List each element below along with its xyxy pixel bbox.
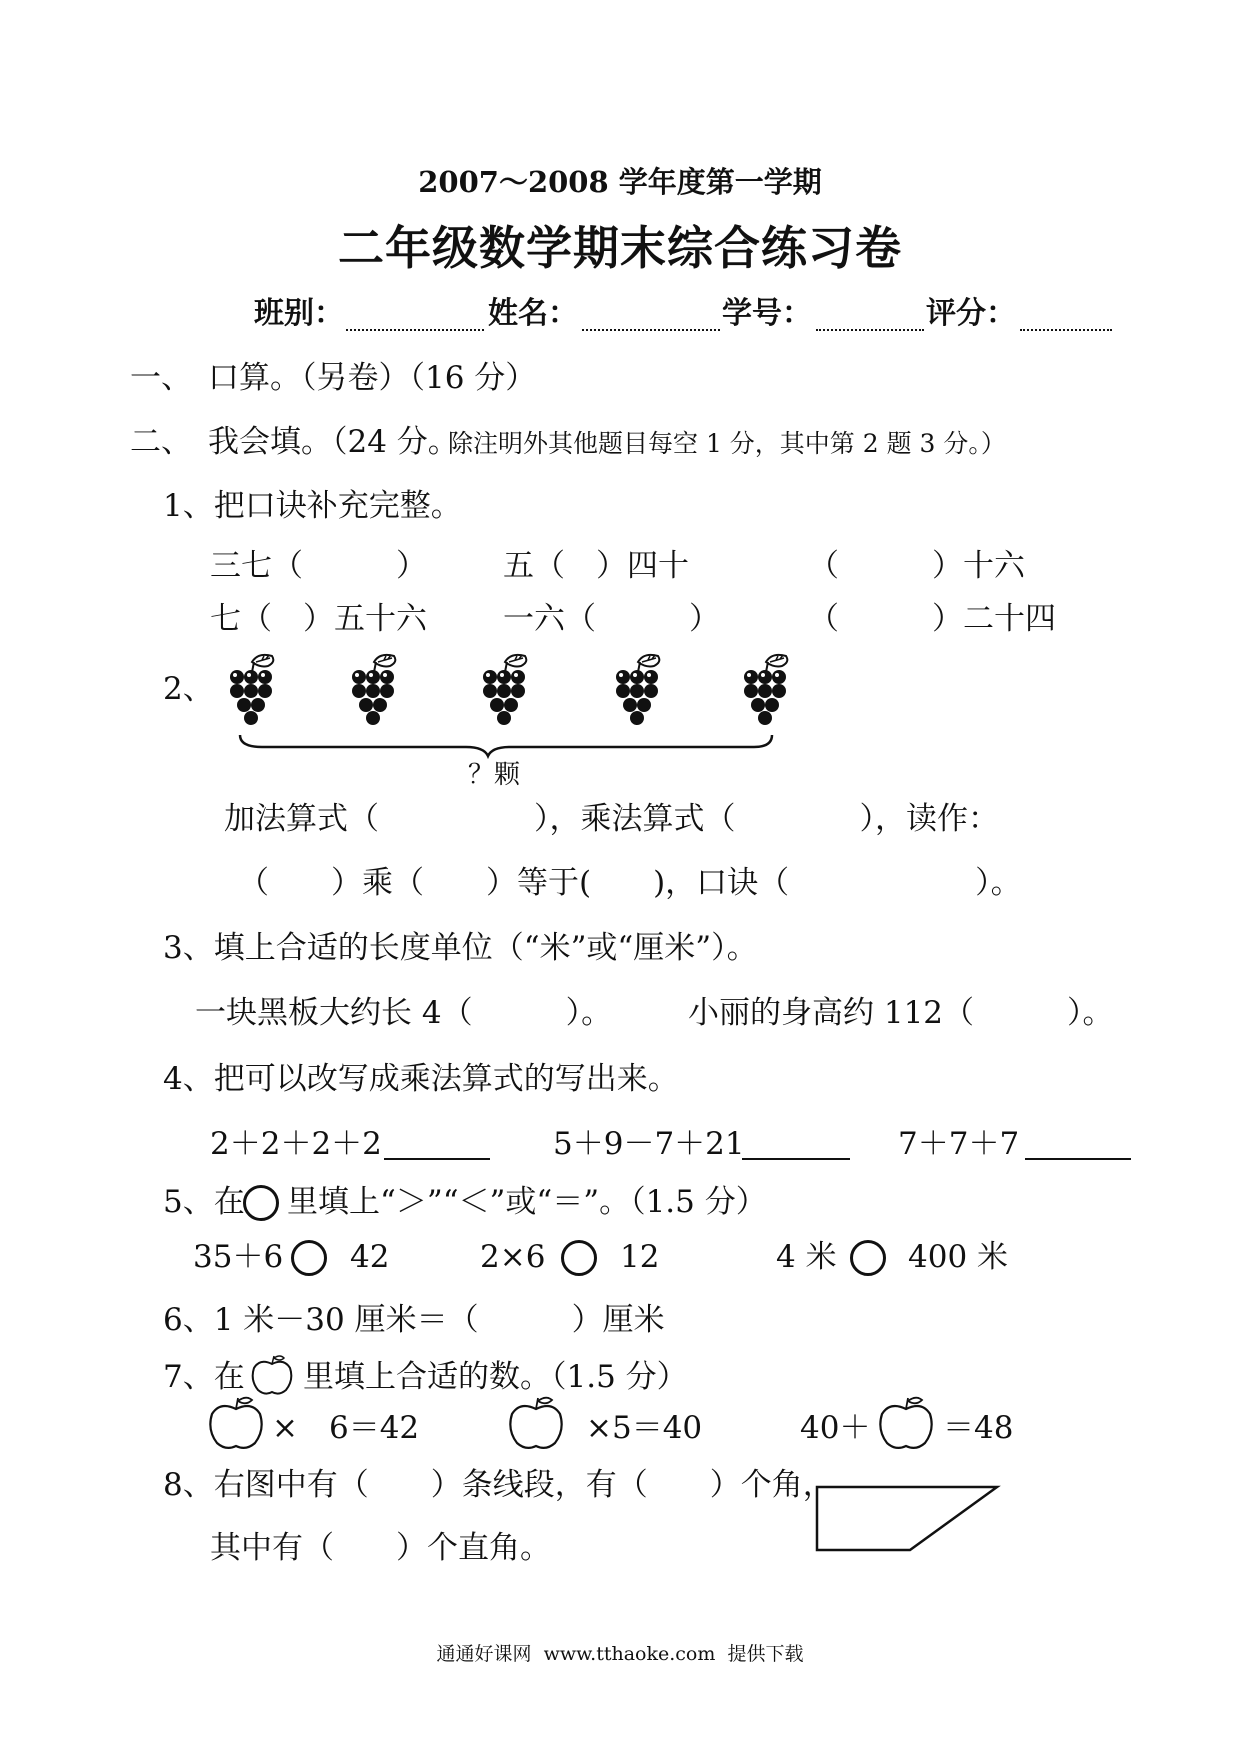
q5-label-prefix: 5、在	[163, 1184, 245, 1220]
footer-text: 通通好课网 www.tthaoke.com 提供下载	[436, 1643, 804, 1665]
section1-number: 一、	[130, 360, 192, 396]
q5-label-suffix: 里填上“＞”“＜”或“＝”。（1.5 分）	[287, 1184, 767, 1220]
q5-right: 42	[350, 1239, 390, 1275]
name-field[interactable]	[582, 329, 720, 331]
brace-label: ？颗	[468, 760, 521, 790]
section1-title: 口算。（另卷）（16 分）	[208, 360, 537, 396]
grape-bunch-icon	[616, 655, 659, 725]
term-heading: 2007～2008 学年度第一学期	[418, 165, 822, 199]
class-label: 班别：	[254, 296, 344, 331]
q2-label: 2、	[163, 671, 214, 707]
score-label: 评分：	[926, 296, 1016, 331]
grape-bunch-icon	[744, 655, 787, 725]
section2-number: 二、	[130, 424, 192, 460]
q7-equation: ×5＝40	[586, 1410, 703, 1446]
q4-answer-line[interactable]	[742, 1158, 850, 1160]
q2-line1[interactable]: 加法算式（ ），乘法算式（ ），读作：	[224, 801, 999, 837]
apple-icon[interactable]	[877, 1395, 935, 1453]
q8-line2[interactable]: 其中有（ ）个直角。	[210, 1530, 551, 1566]
class-field[interactable]	[346, 329, 484, 331]
apple-icon	[250, 1354, 294, 1398]
q3-item[interactable]: 一块黑板大约长 4（ ）。	[195, 995, 613, 1031]
q4-expression: 2＋2＋2＋2	[210, 1126, 382, 1162]
apple-icon[interactable]	[507, 1395, 565, 1453]
grape-bunch-icon	[230, 655, 273, 725]
score-field[interactable]	[1020, 329, 1112, 331]
comparison-circle[interactable]	[850, 1240, 886, 1276]
q1-item[interactable]: 三七（ ）	[210, 548, 427, 584]
comparison-circle[interactable]	[561, 1240, 597, 1276]
name-label: 姓名：	[488, 296, 578, 331]
brace	[240, 735, 772, 756]
q4-expression: 5＋9－7＋21	[553, 1126, 745, 1162]
q4-answer-line[interactable]	[1025, 1158, 1131, 1160]
q4-answer-line[interactable]	[384, 1158, 490, 1160]
q7-label-prefix: 7、在	[163, 1359, 245, 1395]
q2-line2[interactable]: （ ）乘（ ）等于( )，口诀（ ）。	[238, 865, 1022, 901]
student-number-field[interactable]	[816, 329, 924, 331]
q1-item[interactable]: 一六（ ）	[503, 601, 720, 637]
circle-icon	[243, 1185, 279, 1221]
q6-label[interactable]: 6、1 米－30 厘米＝（ ）厘米	[163, 1302, 665, 1338]
q7-label-suffix: 里填上合适的数。（1.5 分）	[303, 1359, 688, 1395]
q8-line1[interactable]: 8、右图中有（ ）条线段，有（ ）个角，	[163, 1467, 834, 1503]
q7-equation: 40＋	[800, 1410, 871, 1446]
q7-equation: ＝48	[943, 1410, 1014, 1446]
section2-note: 除注明外其他题目每空 1 分，其中第 2 题 3 分。）	[448, 429, 1006, 458]
comparison-circle[interactable]	[291, 1240, 327, 1276]
q5-right: 400 米	[908, 1239, 1009, 1275]
apple-icon[interactable]	[207, 1395, 265, 1453]
q5-left: 35＋6	[193, 1239, 284, 1275]
q4-expression: 7＋7＋7	[898, 1126, 1020, 1162]
q4-label: 4、把可以改写成乘法算式的写出来。	[163, 1061, 679, 1097]
q1-item[interactable]: （ ）二十四	[808, 601, 1056, 637]
q3-item[interactable]: 小丽的身高约 112（ ）。	[688, 995, 1114, 1031]
trapezoid-figure	[815, 1485, 1005, 1555]
q1-item[interactable]: 七（ ）五十六	[210, 601, 427, 637]
q3-label: 3、填上合适的长度单位（“米”或“厘米”）。	[163, 930, 758, 966]
q7-equation: × 6＝42	[272, 1410, 420, 1446]
grapes-illustration	[222, 652, 822, 757]
q1-label: 1、把口诀补充完整。	[163, 488, 462, 524]
grape-bunch-icon	[352, 655, 395, 725]
section2-title: 我会填。（24 分。	[208, 424, 459, 460]
page-title: 二年级数学期末综合练习卷	[338, 221, 902, 275]
q5-right: 12	[620, 1239, 660, 1275]
q1-item[interactable]: （ ）十六	[808, 548, 1025, 584]
q5-left: 2×6	[480, 1239, 546, 1275]
student-number-label: 学号：	[722, 296, 812, 331]
grape-bunch-icon	[483, 655, 526, 725]
q5-left: 4 米	[776, 1239, 837, 1275]
q1-item[interactable]: 五（ ）四十	[503, 548, 689, 584]
